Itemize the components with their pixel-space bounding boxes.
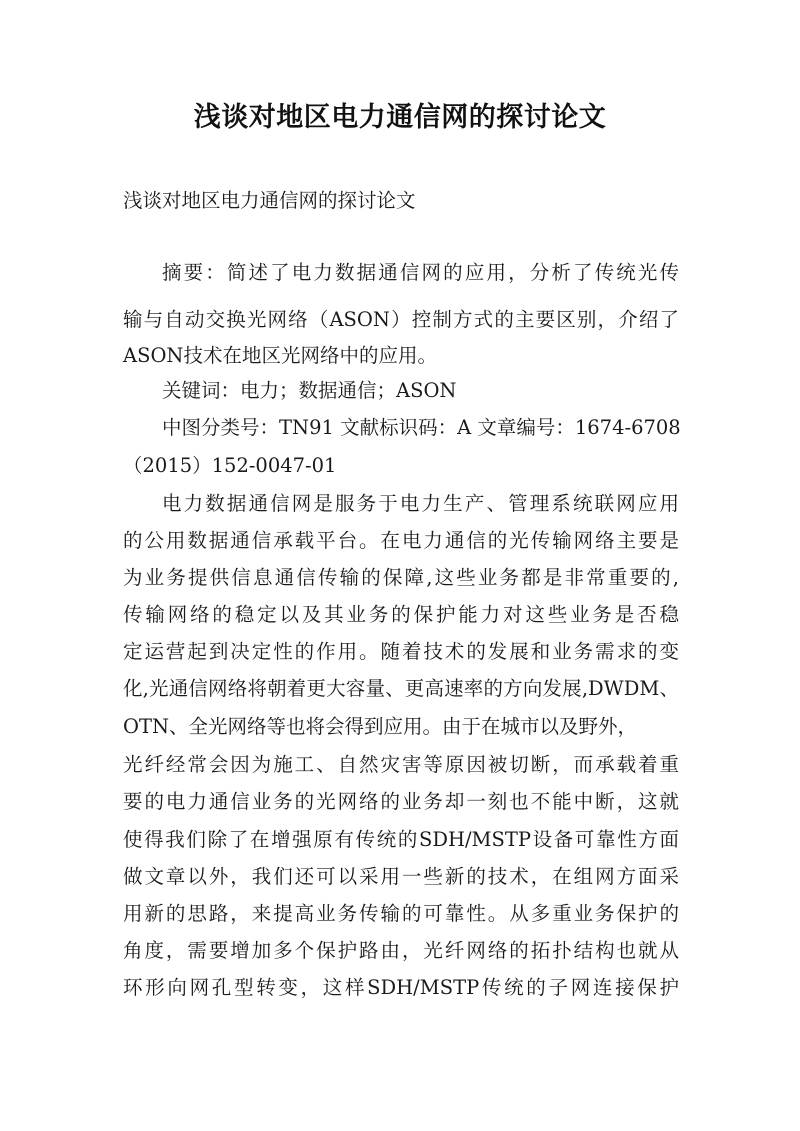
body-line: 电力数据通信网是服务于电力生产、管理系统联网应用 [162, 492, 679, 515]
abstract-line: 输与自动交换光网络（ASON）控制方式的主要区别，介绍了 [123, 308, 679, 331]
body-line: 做文章以外，我们还可以采用一些新的技术，在组网方面采 [123, 865, 679, 888]
abstract-line: ASON技术在地区光网络中的应用。 [123, 344, 437, 367]
body-line: 环形向网孔型转变，这样SDH/MSTP传统的子网连接保护 [123, 976, 679, 999]
keywords-line: 关键词：电力；数据通信；ASON [162, 379, 457, 402]
abstract-line: 摘要：简述了电力数据通信网的应用，分析了传统光传 [162, 261, 679, 284]
body-line: OTN、全光网络等也将会得到应用。由于在城市以及野外， [123, 715, 638, 738]
body-line: 要的电力通信业务的光网络的业务却一刻也不能中断，这就 [123, 790, 679, 813]
body-line: 使得我们除了在增强原有传统的SDH/MSTP设备可靠性方面 [123, 828, 679, 851]
document-title: 浅谈对地区电力通信网的探讨论文 [193, 102, 607, 133]
body-line: 的公用数据通信承载平台。在电力通信的光传输网络主要是 [123, 529, 679, 552]
body-line: 为业务提供信息通信传输的保障,这些业务都是非常重要的, [123, 566, 679, 589]
body-line: 用新的思路，来提高业务传输的可靠性。从多重业务保护的 [123, 902, 679, 925]
body-line: 光纤经常会因为施工、自然灾害等原因被切断，而承载着重 [123, 753, 679, 776]
document-subtitle: 浅谈对地区电力通信网的探讨论文 [123, 189, 416, 212]
classification-line: （2015）152-0047-01 [123, 454, 337, 477]
body-line: 角度，需要增加多个保护路由，光纤网络的拓扑结构也就从 [123, 939, 679, 962]
body-line: 传输网络的稳定以及其业务的保护能力对这些业务是否稳 [123, 603, 679, 626]
body-line: 定运营起到决定性的作用。随着技术的发展和业务需求的变 [123, 640, 679, 663]
classification-line: 中图分类号：TN91 文献标识码：A 文章编号：1674-6708 [162, 416, 681, 439]
body-line: 化,光通信网络将朝着更大容量、更高速率的方向发展,DWDM、 [123, 677, 679, 700]
